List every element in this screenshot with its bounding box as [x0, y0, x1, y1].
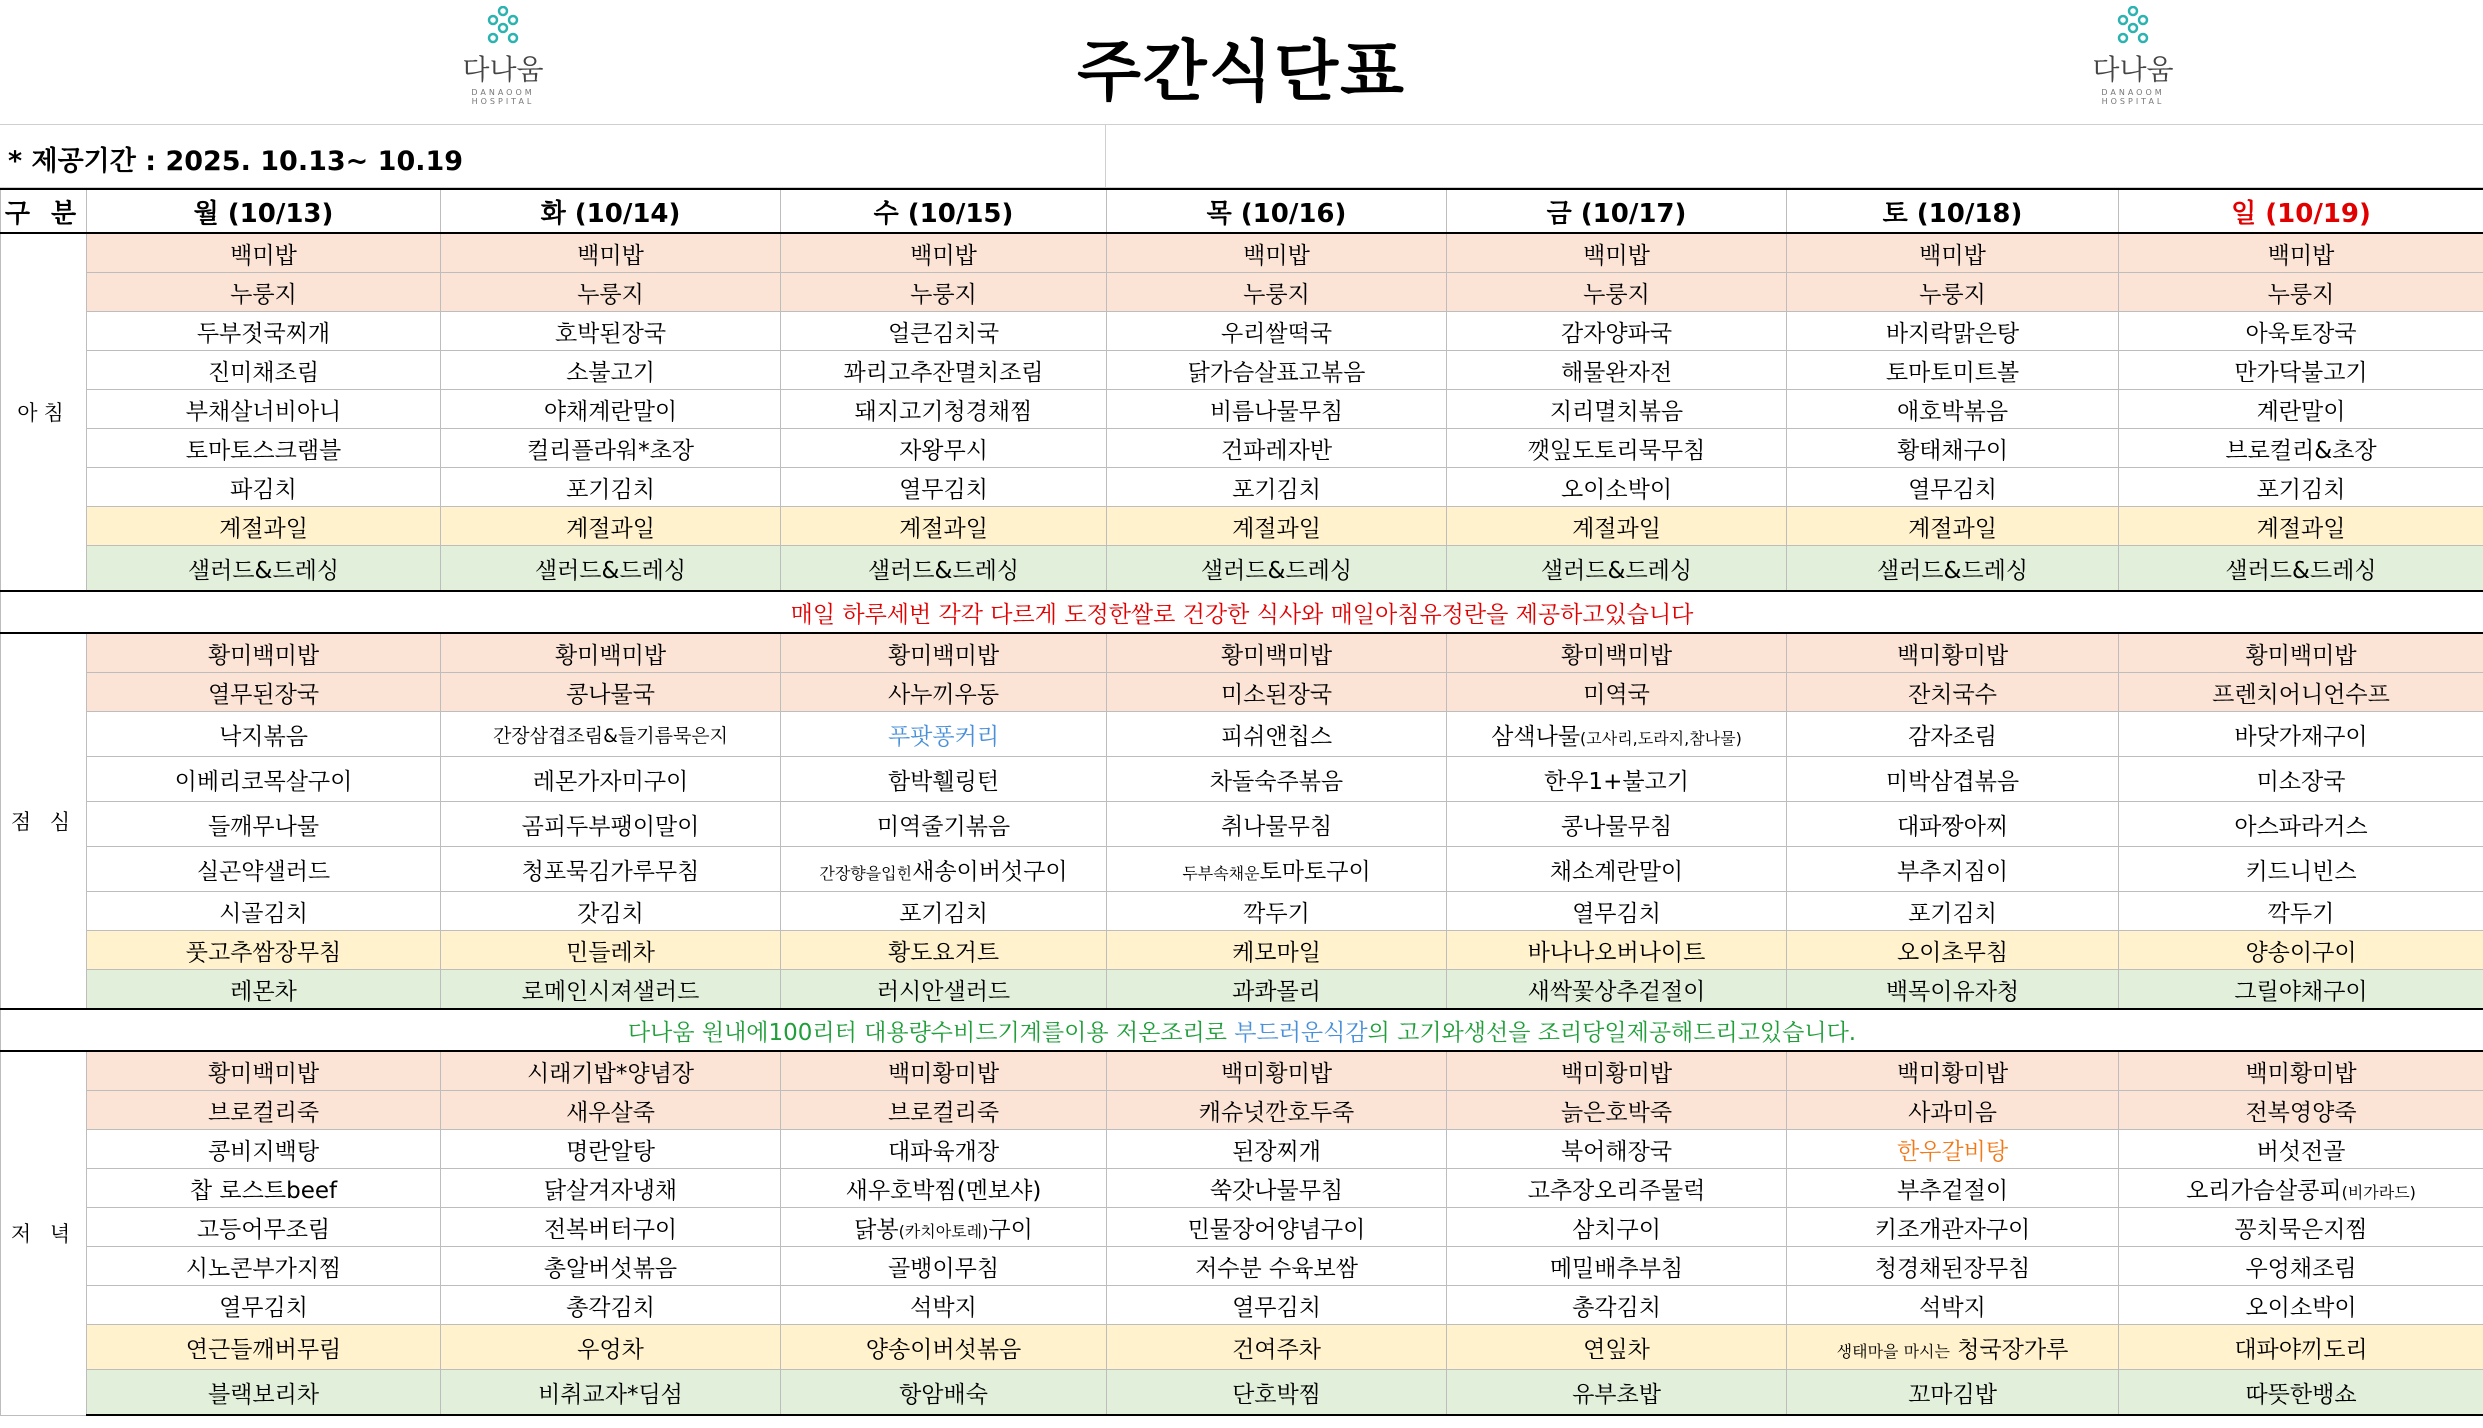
menu-cell: 사누끼우동 [781, 673, 1107, 712]
danaoom-logo-icon [2111, 6, 2155, 46]
breakfast-row [1, 273, 2483, 312]
menu-cell: 대파야끼도리 [2119, 1325, 2483, 1370]
menu-cell: 전복영양죽 [2119, 1091, 2483, 1130]
menu-cell: 푸팟퐁커리 [781, 712, 1107, 757]
menu-cell: 새우살죽 [441, 1091, 781, 1130]
dinner-row [1, 1169, 2483, 1208]
breakfast-row [1, 429, 2483, 468]
menu-cell: 곰피두부팽이말이 [441, 802, 781, 847]
menu-cell: 황미백미밥 [87, 633, 441, 673]
menu-cell: 계란말이 [2119, 390, 2483, 429]
menu-main: 새송이버섯구이 [912, 858, 1068, 885]
notice-row-rice [1, 591, 2483, 633]
menu-cell: 민들레차 [441, 931, 781, 970]
dinner-row [1, 1130, 2483, 1169]
menu-cell: 쑥갓나물무침 [1107, 1169, 1447, 1208]
menu-cell: 콩나물무침 [1447, 802, 1787, 847]
menu-cell: 백미밥 [1107, 233, 1447, 273]
menu-cell: 애호박볶음 [1787, 390, 2119, 429]
dinner-row [1, 1370, 2483, 1416]
menu-cell: 계절과일 [1107, 507, 1447, 546]
notice-part: 다나움 원내에100리터 대용량수비드기계를이용 저온조리로 [627, 1019, 1235, 1046]
menu-cell: 아욱토장국 [2119, 312, 2483, 351]
menu-cell: 버섯전골 [2119, 1130, 2483, 1169]
menu-cell: 백미밥 [441, 233, 781, 273]
menu-cell: 미박삼겹볶음 [1787, 757, 2119, 802]
menu-cell: 북어해장국 [1447, 1130, 1787, 1169]
day-header-tue: 화 (10/14) [441, 189, 781, 233]
menu-cell: 소불고기 [441, 351, 781, 390]
menu-cell: 오이소박이 [2119, 1286, 2483, 1325]
menu-cell: 깍두기 [1107, 892, 1447, 931]
menu-cell: 깻잎도토리묵무침 [1447, 429, 1787, 468]
section-label-dinner: 저 녁 [1, 1051, 87, 1415]
menu-cell: 키조개관자구이 [1787, 1208, 2119, 1247]
menu-cell: 토마토스크램블 [87, 429, 441, 468]
day-header-sun: 일 (10/19) [2119, 189, 2483, 233]
menu-cell: 과콰몰리 [1107, 970, 1447, 1010]
menu-cell: 백미황미밥 [1787, 1051, 2119, 1091]
menu-cell [2119, 1169, 2483, 1208]
menu-cell: 석박지 [781, 1286, 1107, 1325]
menu-cell: 시래기밥*양념장 [441, 1051, 781, 1091]
menu-cell: 비취교자*딤섬 [441, 1370, 781, 1416]
menu-cell: 백미밥 [1787, 233, 2119, 273]
lunch-row [1, 970, 2483, 1010]
lunch-row [1, 847, 2483, 892]
menu-cell: 바지락맑은탕 [1787, 312, 2119, 351]
menu-cell: 골뱅이무침 [781, 1247, 1107, 1286]
menu-cell: 대파짱아찌 [1787, 802, 2119, 847]
dinner-row [1, 1286, 2483, 1325]
menu-cell: 콩나물국 [441, 673, 781, 712]
notice-text-rice: 매일 하루세번 각각 다르게 도정한쌀로 건강한 식사와 매일아침유정란을 제공하고있습니다 [1, 591, 2483, 633]
menu-cell: 감자조림 [1787, 712, 2119, 757]
menu-cell: 고등어무조림 [87, 1208, 441, 1247]
day-header-sat: 토 (10/18) [1787, 189, 2119, 233]
menu-cell: 브로컬리죽 [87, 1091, 441, 1130]
menu-cell: 러시안샐러드 [781, 970, 1107, 1010]
menu-cell: 건여주차 [1107, 1325, 1447, 1370]
menu-cell: 자왕무시 [781, 429, 1107, 468]
menu-cell: 취나물무침 [1107, 802, 1447, 847]
menu-cell: 단호박찜 [1107, 1370, 1447, 1416]
menu-cell: 지리멸치볶음 [1447, 390, 1787, 429]
menu-cell: 낙지볶음 [87, 712, 441, 757]
menu-cell: 늙은호박죽 [1447, 1091, 1787, 1130]
dinner-row [1, 1208, 2483, 1247]
section-label-breakfast: 아침 [1, 233, 87, 591]
menu-cell: 항암배숙 [781, 1370, 1107, 1416]
logo-sub: DANAOOM HOSPITAL [471, 88, 535, 106]
menu-cell: 총각김치 [1447, 1286, 1787, 1325]
menu-cell: 누룽지 [87, 273, 441, 312]
menu-cell: 따뜻한뱅쇼 [2119, 1370, 2483, 1416]
menu-cell: 포기김치 [1787, 892, 2119, 931]
menu-cell: 부추지짐이 [1787, 847, 2119, 892]
menu-cell: 꼬마김밥 [1787, 1370, 2119, 1416]
menu-cell: 양송이버섯볶음 [781, 1325, 1107, 1370]
menu-cell: 레몬가자미구이 [441, 757, 781, 802]
menu-cell: 채소계란말이 [1447, 847, 1787, 892]
menu-cell: 토마토미트볼 [1787, 351, 2119, 390]
lunch-row [1, 892, 2483, 931]
menu-cell: 계절과일 [781, 507, 1107, 546]
notice-part: 의 고기와생선을 조리당일제공해드리고있습니다. [1367, 1019, 1857, 1046]
menu-cell: 샐러드&드레싱 [1107, 546, 1447, 592]
menu-cell: 블랙보리차 [87, 1370, 441, 1416]
menu-cell: 백미황미밥 [1447, 1051, 1787, 1091]
lunch-row [1, 633, 2483, 673]
menu-cell: 백미황미밥 [781, 1051, 1107, 1091]
menu-cell: 부추겉절이 [1787, 1169, 2119, 1208]
menu-cell: 그릴야채구이 [2119, 970, 2483, 1010]
menu-cell: 백미밥 [87, 233, 441, 273]
menu-cell: 두부젓국찌개 [87, 312, 441, 351]
menu-cell: 샐러드&드레싱 [87, 546, 441, 592]
menu-cell: 들깨무나물 [87, 802, 441, 847]
menu-cell: 미소된장국 [1107, 673, 1447, 712]
menu-cell: 석박지 [1787, 1286, 2119, 1325]
menu-cell: 건파레자반 [1107, 429, 1447, 468]
notice-highlight: 부드러운식감 [1234, 1019, 1368, 1046]
menu-cell: 차돌숙주볶음 [1107, 757, 1447, 802]
dinner-row [1, 1051, 2483, 1091]
menu-cell: 백미황미밥 [1787, 633, 2119, 673]
lunch-row [1, 673, 2483, 712]
menu-cell: 누룽지 [1447, 273, 1787, 312]
menu-cell: 함박휄링턴 [781, 757, 1107, 802]
menu-cell: 돼지고기청경채찜 [781, 390, 1107, 429]
menu-cell: 키드니빈스 [2119, 847, 2483, 892]
menu-main: 오리가슴살콩피 [2186, 1177, 2342, 1204]
period-text: * 제공기간 : 2025. 10.13~ 10.19 [8, 146, 464, 177]
menu-cell: 미역줄기볶음 [781, 802, 1107, 847]
menu-cell: 계절과일 [2119, 507, 2483, 546]
menu-cell: 백미밥 [2119, 233, 2483, 273]
menu-cell: 계절과일 [87, 507, 441, 546]
menu-cell: 청포묵김가루무침 [441, 847, 781, 892]
menu-main: 구이 [988, 1216, 1033, 1243]
menu-cell: 청경채된장무침 [1787, 1247, 2119, 1286]
menu-main: 토마토구이 [1259, 858, 1371, 885]
menu-cell: 이베리코목살구이 [87, 757, 441, 802]
breakfast-row [1, 546, 2483, 592]
breakfast-row [1, 351, 2483, 390]
menu-main: 청국장가루 [1957, 1336, 2069, 1363]
menu-cell: 열무김치 [87, 1286, 441, 1325]
menu-cell [1787, 1325, 2119, 1370]
lunch-row [1, 802, 2483, 847]
gubun-header: 구 분 [1, 189, 87, 233]
menu-cell: 열무김치 [1787, 468, 2119, 507]
menu-cell: 잔치국수 [1787, 673, 2119, 712]
menu-cell: 비름나물무침 [1107, 390, 1447, 429]
menu-cell: 황미백미밥 [1447, 633, 1787, 673]
period-bar [0, 125, 2483, 188]
menu-cell: 백미밥 [1447, 233, 1787, 273]
menu-cell: 샐러드&드레싱 [781, 546, 1107, 592]
breakfast-row [1, 468, 2483, 507]
notice-row-sousvide [1, 1009, 2483, 1051]
menu-cell: 미소장국 [2119, 757, 2483, 802]
menu-cell [1107, 847, 1447, 892]
menu-cell: 피쉬앤칩스 [1107, 712, 1447, 757]
dinner-row [1, 1247, 2483, 1286]
menu-cell: 오이소박이 [1447, 468, 1787, 507]
menu-cell: 포기김치 [781, 892, 1107, 931]
menu-note: (비가라드) [2341, 1182, 2416, 1202]
header-row [1, 189, 2483, 233]
menu-cell: 백미황미밥 [2119, 1051, 2483, 1091]
menu-cell: 시골김치 [87, 892, 441, 931]
menu-cell: 누룽지 [781, 273, 1107, 312]
menu-cell: 풋고추쌈장무침 [87, 931, 441, 970]
menu-cell: 연잎차 [1447, 1325, 1787, 1370]
menu-cell: 포기김치 [441, 468, 781, 507]
dinner-row [1, 1091, 2483, 1130]
menu-cell: 우엉차 [441, 1325, 781, 1370]
logo-name: 다나움 [462, 53, 544, 86]
menu-cell: 대파육개장 [781, 1130, 1107, 1169]
menu-cell: 캐슈넛깐호두죽 [1107, 1091, 1447, 1130]
menu-cell: 계절과일 [1447, 507, 1787, 546]
day-header-thu: 목 (10/16) [1107, 189, 1447, 233]
menu-cell: 컬리플라워*초장 [441, 429, 781, 468]
menu-cell [1447, 712, 1787, 757]
day-header-wed: 수 (10/15) [781, 189, 1107, 233]
menu-note: 생태마을 마시는 [1836, 1341, 1950, 1361]
menu-cell: 새우호박찜(멘보샤) [781, 1169, 1107, 1208]
menu-note: (카치아토레) [898, 1221, 989, 1241]
menu-table [0, 188, 2483, 1416]
menu-cell: 꽁치묵은지찜 [2119, 1208, 2483, 1247]
menu-cell: 오이초무침 [1787, 931, 2119, 970]
lunch-row [1, 931, 2483, 970]
menu-cell: 미역국 [1447, 673, 1787, 712]
menu-cell: 백목이유자청 [1787, 970, 2119, 1010]
breakfast-row [1, 233, 2483, 273]
menu-cell: 브로컬리&초장 [2119, 429, 2483, 468]
menu-cell: 양송이구이 [2119, 931, 2483, 970]
menu-cell: 누룽지 [1107, 273, 1447, 312]
menu-cell: 콩비지백탕 [87, 1130, 441, 1169]
menu-cell: 메밀배추부침 [1447, 1247, 1787, 1286]
lunch-row [1, 757, 2483, 802]
menu-cell: 실곤약샐러드 [87, 847, 441, 892]
menu-cell: 감자양파국 [1447, 312, 1787, 351]
menu-cell: 열무김치 [781, 468, 1107, 507]
menu-cell [781, 847, 1107, 892]
menu-cell: 브로컬리죽 [781, 1091, 1107, 1130]
menu-cell: 꽈리고추잔멸치조림 [781, 351, 1107, 390]
menu-note: (고사리,도라지,참나물) [1580, 728, 1742, 748]
menu-cell: 황미백미밥 [441, 633, 781, 673]
menu-cell: 고추장오리주물럭 [1447, 1169, 1787, 1208]
menu-cell: 깍두기 [2119, 892, 2483, 931]
lunch-row [1, 712, 2483, 757]
menu-cell: 열무된장국 [87, 673, 441, 712]
breakfast-row [1, 390, 2483, 429]
menu-cell: 파김치 [87, 468, 441, 507]
menu-cell: 누룽지 [1787, 273, 2119, 312]
menu-cell: 부채살너비아니 [87, 390, 441, 429]
menu-cell [781, 1208, 1107, 1247]
menu-note: 간장향을입힌 [819, 863, 913, 883]
menu-cell: 진미채조림 [87, 351, 441, 390]
menu-cell: 계절과일 [441, 507, 781, 546]
menu-cell: 총각김치 [441, 1286, 781, 1325]
menu-cell: 저수분 수육보쌈 [1107, 1247, 1447, 1286]
menu-cell: 누룽지 [441, 273, 781, 312]
day-header-fri: 금 (10/17) [1447, 189, 1787, 233]
notice-text-sousvide [1, 1009, 2483, 1051]
menu-cell: 아스파라거스 [2119, 802, 2483, 847]
menu-cell: 누룽지 [2119, 273, 2483, 312]
page-title: 주간식단표 [1077, 33, 1406, 110]
menu-cell: 우리쌀떡국 [1107, 312, 1447, 351]
menu-cell: 백미황미밥 [1107, 1051, 1447, 1091]
menu-cell: 연근들깨버무림 [87, 1325, 441, 1370]
page-header [0, 0, 2483, 125]
menu-cell: 호박된장국 [441, 312, 781, 351]
menu-cell: 우엉채조림 [2119, 1247, 2483, 1286]
menu-cell: 만가닥불고기 [2119, 351, 2483, 390]
menu-cell: 바닷가재구이 [2119, 712, 2483, 757]
menu-cell: 된장찌개 [1107, 1130, 1447, 1169]
menu-cell: 한우1+불고기 [1447, 757, 1787, 802]
menu-cell: 황미백미밥 [87, 1051, 441, 1091]
menu-cell: 총알버섯볶음 [441, 1247, 781, 1286]
logo-name: 다나움 [2092, 53, 2174, 86]
menu-cell: 야채계란말이 [441, 390, 781, 429]
menu-cell: 열무김치 [1107, 1286, 1447, 1325]
menu-main: 삼색나물 [1491, 723, 1581, 750]
menu-cell: 로메인시져샐러드 [441, 970, 781, 1010]
menu-cell: 전복버터구이 [441, 1208, 781, 1247]
menu-cell: 열무김치 [1447, 892, 1787, 931]
menu-cell: 황미백미밥 [2119, 633, 2483, 673]
menu-cell: 황미백미밥 [1107, 633, 1447, 673]
menu-cell: 바나나오버나이트 [1447, 931, 1787, 970]
menu-cell: 케모마일 [1107, 931, 1447, 970]
menu-cell: 포기김치 [1107, 468, 1447, 507]
menu-cell: 닭가슴살표고볶음 [1107, 351, 1447, 390]
menu-cell: 황미백미밥 [781, 633, 1107, 673]
menu-cell: 한우갈비탕 [1787, 1130, 2119, 1169]
menu-cell: 명란알탕 [441, 1130, 781, 1169]
menu-main: 닭봉 [854, 1216, 899, 1243]
breakfast-row [1, 312, 2483, 351]
menu-cell: 얼큰김치국 [781, 312, 1107, 351]
menu-cell: 갓김치 [441, 892, 781, 931]
menu-cell: 민물장어양념구이 [1107, 1208, 1447, 1247]
section-label-lunch: 점 심 [1, 633, 87, 1009]
menu-cell: 프렌치어니언수프 [2119, 673, 2483, 712]
menu-cell: 황태채구이 [1787, 429, 2119, 468]
menu-cell: 찹 로스트beef [87, 1169, 441, 1208]
menu-cell: 시노콘부가지찜 [87, 1247, 441, 1286]
menu-cell: 간장삼겹조림&들기름묵은지 [441, 712, 781, 757]
dinner-row [1, 1325, 2483, 1370]
menu-cell: 샐러드&드레싱 [2119, 546, 2483, 592]
menu-cell: 레몬차 [87, 970, 441, 1010]
menu-cell: 계절과일 [1787, 507, 2119, 546]
menu-cell: 황도요거트 [781, 931, 1107, 970]
menu-cell: 사과미음 [1787, 1091, 2119, 1130]
menu-note: 두부속채운 [1182, 863, 1260, 883]
day-header-mon: 월 (10/13) [87, 189, 441, 233]
menu-cell: 샐러드&드레싱 [1447, 546, 1787, 592]
logo-sub: DANAOOM HOSPITAL [2101, 88, 2165, 106]
menu-cell: 샐러드&드레싱 [441, 546, 781, 592]
menu-cell: 해물완자전 [1447, 351, 1787, 390]
menu-cell: 포기김치 [2119, 468, 2483, 507]
menu-cell: 백미밥 [781, 233, 1107, 273]
menu-cell: 유부초밥 [1447, 1370, 1787, 1416]
menu-cell: 삼치구이 [1447, 1208, 1787, 1247]
menu-cell: 닭살겨자냉채 [441, 1169, 781, 1208]
breakfast-row [1, 507, 2483, 546]
menu-cell: 새싹꽃상추겉절이 [1447, 970, 1787, 1010]
menu-cell: 샐러드&드레싱 [1787, 546, 2119, 592]
hospital-logo-right [2078, 6, 2188, 106]
